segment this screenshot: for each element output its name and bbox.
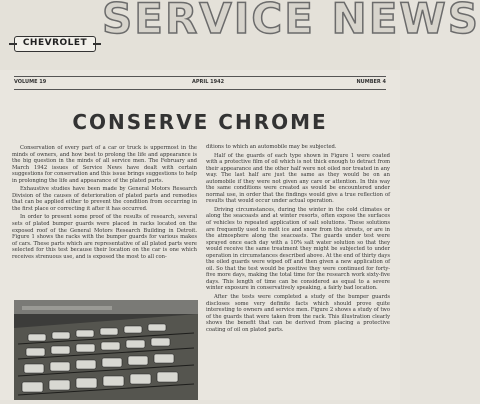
- paragraph: Half of the guards of each type shown in Figure 1 were coated with a protective film of oil which is not thick enough to detract from their appearance and the other half were not oiled nor treated in any way. The last half are just the same as they would be on an automobile if they were not given any care or attention. In this way the same conditions were created as would be encountered under normal use, in order that the findings would give a true reflection of results that would occur under actual operation.: [206, 152, 390, 205]
- newsletter-title: SERVICE NEWS: [102, 0, 480, 43]
- brand-text: CHEVROLET: [22, 38, 88, 48]
- paragraph: Driving circumstances, during the winter in the cold climates or along the seacoasts and at winter resorts, often expose the surfaces of vehicles to repeated application of salt solutions. These solutions are frequently used to melt ice and snow from the streets, or are in the atmosphere along the seacoasts. The guards under test were sprayed once each day with a 10% salt water solution so that they would receive the same treatment they might be subjected to under operation in circumstances described above. At the end of thirty days the oiled guards were wiped off and then given a new application of oil. So that the test would be positive they were continued for forty-five more days, making the total time for the research work sixty-five days. This length of time can be considered as equal to a severe winter exposure in conservatively speaking, a fairly bad location.: [206, 206, 390, 292]
- article-heading: CONSERVE CHROME: [72, 110, 328, 134]
- paragraph: ditions to which an automobile may be subjected.: [206, 144, 337, 150]
- issue-info: [14, 79, 386, 88]
- article-column-right: [206, 144, 390, 400]
- volume-label: VOLUME 19: [14, 79, 47, 85]
- bumper-guard-rack-photo: [14, 300, 198, 400]
- article-column-left: [12, 145, 197, 295]
- masthead-rule-top: [14, 76, 386, 77]
- paragraph: Conservation of every part of a car or truck is uppermost in the minds of owners, and how best to prolong the life and appearance is the big question in the minds of all service men. The February and March 1942 issues of Service News have dealt with certain suggestions for conservation and this issue brings suggestions to help in prolonging the life and appearance of the plated parts.: [12, 145, 197, 184]
- paragraph: In order to present some proof of the results of research, several sets of plated bumper guards were placed in racks located on the exposed roof of the General Motors Research Building in Detroit. Figure 1 shows the racks with the bumper guards for various makes of cars. These parts which are representative of all plated parts were selected for this test because their location on the car is one which receives strenuous use, and is exposed the most to all con-: [12, 214, 197, 260]
- paragraph: Exhaustive studies have been made by General Motors Research Division of the causes of deterioration of plated parts and remedies that can be applied either to prevent the condition from occurring in the first place or correcting it after it has occurred.: [12, 186, 197, 212]
- chevrolet-logo: [14, 36, 96, 52]
- issue-date: APRIL 1942: [192, 79, 225, 85]
- masthead: [0, 0, 480, 70]
- paragraph: After the tests were completed a study of the bumper guards discloses some very definite facts which should prove quite interesting to owners and service men. Figure 2 shows a study of two of the guards that were taken from the rack. This illustration clearly shows the benefit that can be derived from placing a protective coating of oil on plated parts.: [206, 294, 390, 333]
- masthead-rule-bottom: [14, 89, 386, 90]
- issue-number: NUMBER 4: [356, 79, 386, 85]
- bumper-guard-rack-image: [14, 300, 198, 400]
